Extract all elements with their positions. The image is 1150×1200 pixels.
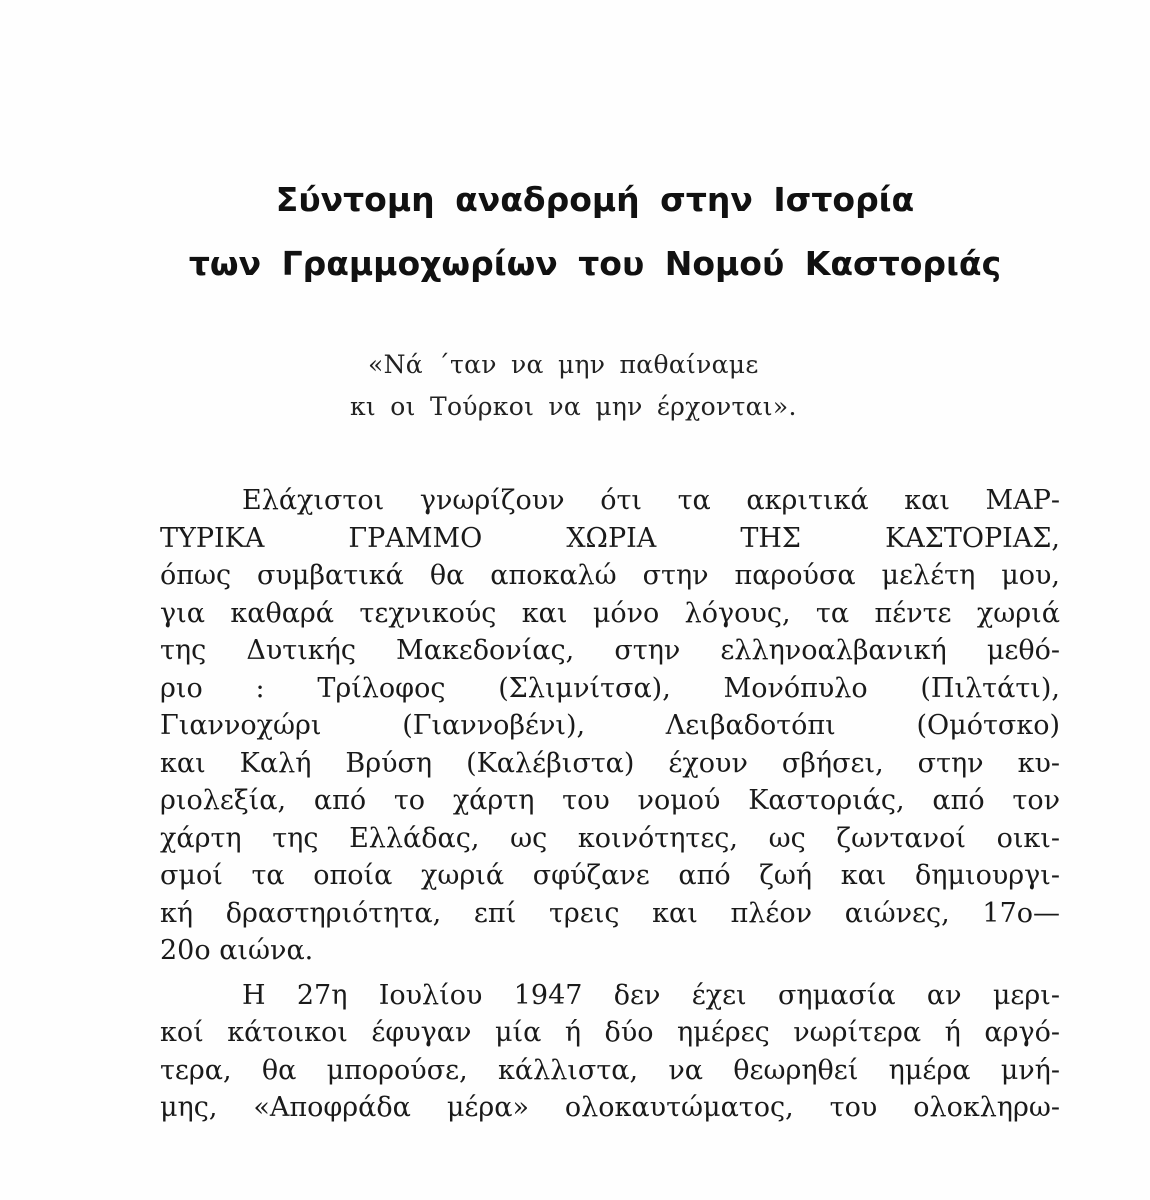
paragraph-1-line: και Καλή Βρύση (Καλέβιστα) έχουν σβήσει, στην κυ- (160, 747, 1060, 779)
paragraph-1-line: Γιαννοχώρι (Γιαννοβένι), Λειβαδοτόπι (Ομότσκο) (160, 710, 1060, 741)
paragraph-1-line: ΤΥΡΙΚΑ ΓΡΑΜΜΟ ΧΩΡΙΑ ΤΗΣ ΚΑΣΤΟΡΙΑΣ, (160, 522, 1060, 554)
paragraph-1-line: χάρτη της Ελλάδας, ως κοινότητες, ως ζωντανοί οικι- (160, 822, 1060, 854)
paragraph-1-line: όπως συμβατικά θα αποκαλώ στην παρούσα μελέτη μου, (160, 560, 1060, 591)
paragraph-1-line: ριολεξία, από το χάρτη του νομού Καστοριάς, από τον (160, 785, 1060, 816)
epigraph-line-1: «Νά ΄ταν να μην παθαίναμε (368, 350, 759, 379)
paragraph-2-line: μης, «Αποφράδα μέρα» ολοκαυτώματος, του ολοκληρω- (160, 1092, 1060, 1123)
paragraph-2-line: Η 27η Ιουλίου 1947 δεν έχει σημασία αν μερι- (242, 979, 1060, 1011)
paragraph-2-line: κοί κάτοικοι έφυγαν μία ή δύο ημέρες νωρίτερα ή αργό- (160, 1017, 1060, 1048)
title-line-2: των Γραμμοχωρίων του Νομού Καστοριάς (188, 244, 1002, 283)
body-text (160, 482, 1060, 1127)
paragraph-1-line: της Δυτικής Μακεδονίας, στην ελληνοαλβανική μεθό- (160, 635, 1060, 666)
paragraph-1-line: 20ο αιώνα. (160, 935, 314, 966)
paragraph-1-line: σμοί τα οποία χωριά σφύζανε από ζωή και δημιουργι- (160, 860, 1060, 891)
paragraph-1-line: κή δραστηριότητα, επί τρεις και πλέον αιώνες, 17ο— (160, 897, 1060, 929)
paragraph-2-line: τερα, θα μπορούσε, κάλλιστα, να θεωρηθεί ημέρα μνή- (160, 1054, 1060, 1086)
paragraph-1-line: ριο : Τρίλοφος (Σλιμνίτσα), Μονόπυλο (Πιλτάτι), (160, 672, 1060, 704)
title-line-1: Σύντομη αναδρομή στην Ιστορία (275, 180, 915, 219)
epigraph-line-2: κι οι Τούρκοι να μην έρχονται». (350, 392, 797, 421)
paragraph-1-line: Ελάχιστοι γνωρίζουν ότι τα ακριτικά και ΜΑΡ- (242, 485, 1060, 516)
paragraph-1-line: για καθαρά τεχνικούς και μόνο λόγους, τα πέντε χωριά (160, 597, 1060, 629)
